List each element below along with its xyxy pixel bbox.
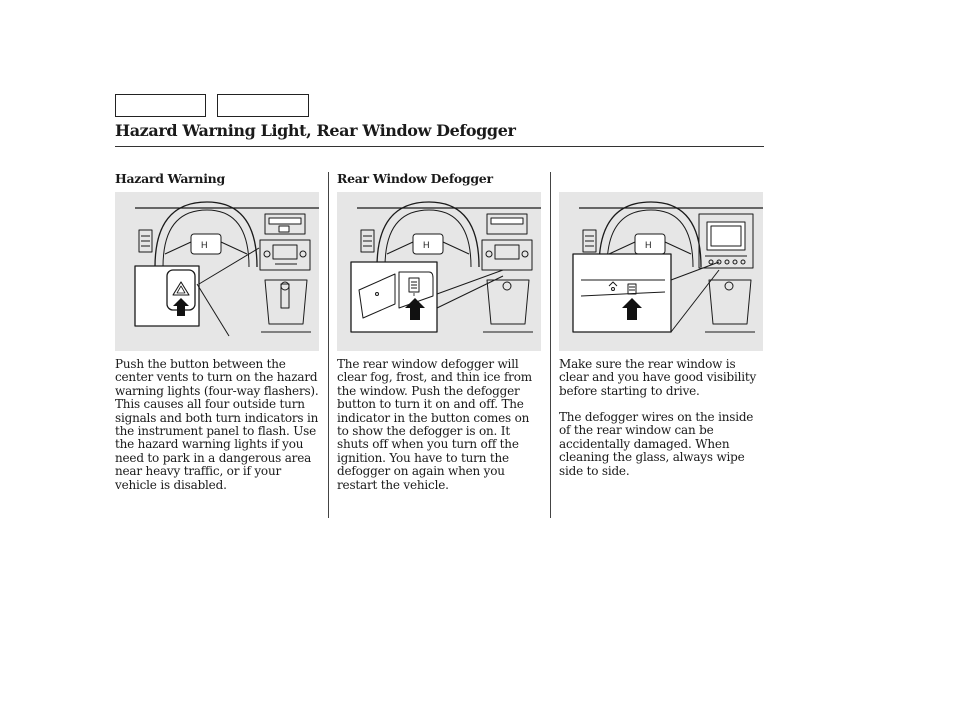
svg-text:H: H <box>423 240 430 250</box>
column-divider-1 <box>328 172 329 518</box>
svg-text:H: H <box>645 240 652 250</box>
hazard-warning-text: Push the button between the center vents to turn on the hazard warning lights (four-way flashers). This causes all four outside turn signals and both turn indicators in the instrument panel to flash. Use the hazard warning lights if you need to park in a dangerous area near heavy traffic, or if your vehicle is disabled. <box>115 357 319 492</box>
title-rule <box>115 146 764 147</box>
nav-button-2[interactable] <box>217 94 309 117</box>
rear-defogger-heading: Rear Window Defogger <box>337 171 493 186</box>
hazard-warning-figure <box>115 192 319 351</box>
defogger-wires-text: The defogger wires on the inside of the rear window can be accidentally damaged. When cleaning the glass, always wipe side to side. <box>559 410 754 478</box>
column-divider-2 <box>550 172 551 518</box>
rear-defogger-text: The rear window defogger will clear fog, frost, and thin ice from the window. Push the defogger button to turn it on and off. The indicator in the button comes on to show the defogger is on. It shuts off when you turn off the ignition. You have to turn the defogger on again when you restart the vehicle. <box>337 357 532 492</box>
rear-defogger-figure <box>337 192 541 351</box>
svg-text:H: H <box>201 240 208 250</box>
page-title: Hazard Warning Light, Rear Window Defogger <box>115 121 516 140</box>
navigation-model-figure <box>559 192 763 351</box>
nav-button-1[interactable] <box>115 94 206 117</box>
hazard-warning-heading: Hazard Warning <box>115 171 225 186</box>
visibility-note-text: Make sure the rear window is clear and you have good visibility before starting to drive. <box>559 357 757 398</box>
